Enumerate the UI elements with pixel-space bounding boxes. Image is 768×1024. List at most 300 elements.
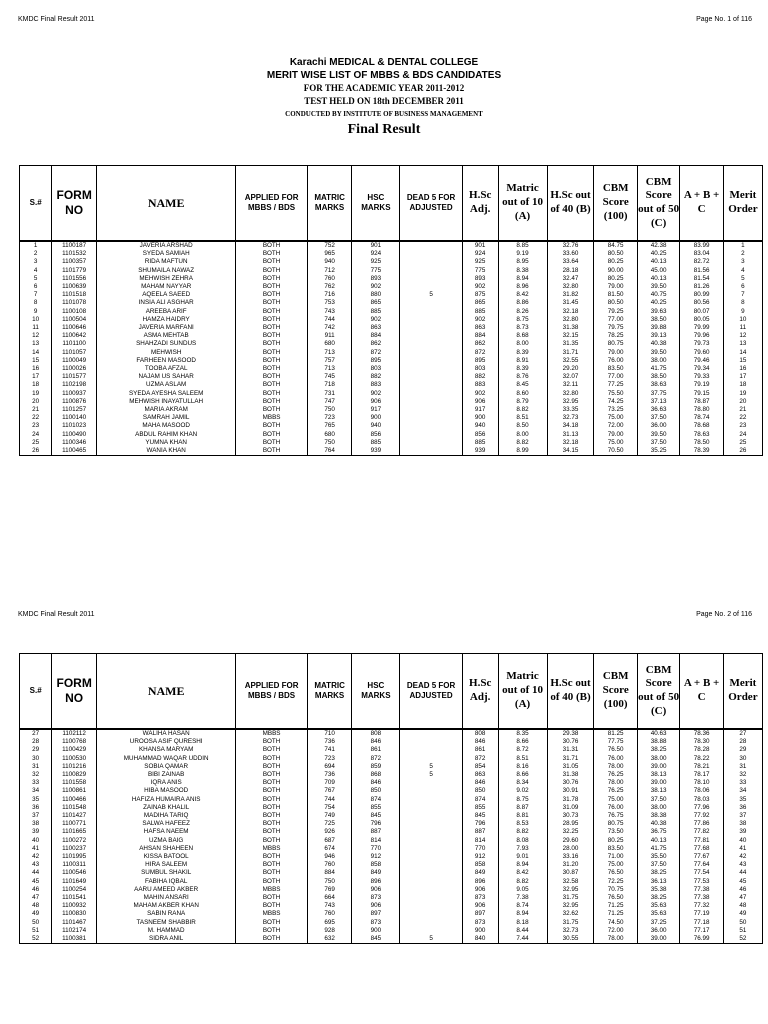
cell-merit: 18 — [723, 381, 762, 389]
table-body — [20, 241, 763, 456]
cell-matric-marks: 718 — [307, 381, 352, 389]
cell-abc: 78.30 — [680, 738, 724, 746]
cell-hsc-marks: 900 — [352, 927, 400, 935]
cell-sno: 2 — [20, 250, 52, 258]
cell-sno: 8 — [20, 299, 52, 307]
cell-cbm50: 40.13 — [637, 275, 679, 283]
cell-name: RIDA MAFTUN — [96, 258, 235, 266]
cell-cbm50: 38.38 — [637, 812, 679, 820]
cell-matric10: 8.39 — [498, 349, 547, 357]
cell-dead5 — [400, 406, 462, 414]
cell-abc: 79.73 — [680, 340, 724, 348]
cell-matric-marks: 744 — [307, 796, 352, 804]
cell-form-no: 1101649 — [52, 878, 97, 886]
cell-cbm100: 83.50 — [594, 845, 638, 853]
cell-merit: 25 — [723, 439, 762, 447]
cell-dead5 — [400, 796, 462, 804]
cell-applied-for: BOTH — [236, 763, 307, 771]
cell-applied-for: BOTH — [236, 771, 307, 779]
cell-abc: 80.05 — [680, 316, 724, 324]
cell-merit: 12 — [723, 332, 762, 340]
cell-abc: 78.39 — [680, 447, 724, 456]
cell-merit: 44 — [723, 869, 762, 877]
cell-form-no: 1101257 — [52, 406, 97, 414]
col-dead5: DEAD 5 FOR ADJUSTED — [400, 654, 462, 730]
col-cbm50: CBM Score out of 50 (C) — [637, 654, 679, 730]
cell-merit: 39 — [723, 828, 762, 836]
cell-applied-for: BOTH — [236, 324, 307, 332]
cell-hsc40: 32.15 — [547, 332, 594, 340]
cell-hsc-marks: 917 — [352, 406, 400, 414]
cell-hsc-marks: 873 — [352, 894, 400, 902]
cell-matric10: 8.96 — [498, 283, 547, 291]
cell-form-no: 1100429 — [52, 746, 97, 754]
cell-form-no: 1101558 — [52, 779, 97, 787]
cell-hsc40: 33.35 — [547, 406, 594, 414]
cell-hsc40: 30.73 — [547, 812, 594, 820]
col-matric10: Matric out of 10 (A) — [498, 654, 547, 730]
cell-cbm50: 40.63 — [637, 729, 679, 738]
cell-sno: 45 — [20, 878, 52, 886]
cell-cbm50: 40.13 — [637, 258, 679, 266]
cell-dead5 — [400, 414, 462, 422]
col-hsc-marks: HSC MARKS — [352, 166, 400, 242]
cell-hsc-adj: 884 — [462, 332, 498, 340]
cell-cbm100: 71.25 — [594, 902, 638, 910]
cell-name: JAVERIA ARSHAD — [96, 241, 235, 250]
cell-name: JAVERIA MARFANI — [96, 324, 235, 332]
cell-cbm50: 37.50 — [637, 414, 679, 422]
table-row — [20, 828, 763, 836]
cell-applied-for: MBBS — [236, 886, 307, 894]
cell-hsc40: 31.82 — [547, 291, 594, 299]
cell-cbm100: 80.25 — [594, 275, 638, 283]
cell-matric-marks: 760 — [307, 910, 352, 918]
cell-sno: 18 — [20, 381, 52, 389]
table-row — [20, 267, 763, 275]
cell-matric10: 8.50 — [498, 422, 547, 430]
cell-cbm50: 38.63 — [637, 381, 679, 389]
col-matric-marks: MATRIC MARKS — [307, 654, 352, 730]
table-row — [20, 927, 763, 935]
cell-merit: 32 — [723, 771, 762, 779]
cell-sno: 28 — [20, 738, 52, 746]
cell-matric-marks: 743 — [307, 902, 352, 910]
cell-hsc40: 32.73 — [547, 927, 594, 935]
title-block — [0, 56, 768, 140]
cell-cbm50: 35.25 — [637, 447, 679, 456]
table-header-row — [20, 166, 763, 242]
cell-dead5 — [400, 381, 462, 389]
cell-applied-for: BOTH — [236, 390, 307, 398]
cell-matric10: 8.76 — [498, 373, 547, 381]
cell-hsc40: 32.07 — [547, 373, 594, 381]
cell-dead5 — [400, 869, 462, 877]
doc-label: KMDC Final Result 2011 — [18, 16, 95, 23]
col-name: NAME — [96, 166, 235, 242]
cell-cbm50: 39.63 — [637, 308, 679, 316]
cell-cbm50: 39.00 — [637, 779, 679, 787]
cell-merit: 30 — [723, 755, 762, 763]
cell-sno: 38 — [20, 820, 52, 828]
cell-dead5 — [400, 861, 462, 869]
cell-hsc-adj: 873 — [462, 919, 498, 927]
cell-hsc40: 32.95 — [547, 902, 594, 910]
cell-dead5 — [400, 812, 462, 820]
cell-hsc-marks: 901 — [352, 241, 400, 250]
cell-cbm100: 70.50 — [594, 447, 638, 456]
cell-name: AHSAN SHAHEEN — [96, 845, 235, 853]
cell-hsc-adj: 775 — [462, 267, 498, 275]
cell-cbm50: 37.50 — [637, 861, 679, 869]
cell-hsc40: 29.20 — [547, 365, 594, 373]
cell-cbm100: 81.25 — [594, 729, 638, 738]
table-row — [20, 414, 763, 422]
cell-cbm50: 38.13 — [637, 771, 679, 779]
cell-hsc40: 31.31 — [547, 746, 594, 754]
cell-applied-for: BOTH — [236, 902, 307, 910]
cell-merit: 23 — [723, 422, 762, 430]
cell-hsc40: 32.18 — [547, 308, 594, 316]
cell-hsc40: 32.80 — [547, 390, 594, 398]
cell-cbm100: 76.50 — [594, 869, 638, 877]
cell-hsc40: 31.05 — [547, 763, 594, 771]
cell-cbm100: 80.25 — [594, 837, 638, 845]
cell-abc: 77.38 — [680, 886, 724, 894]
cell-hsc40: 29.60 — [547, 837, 594, 845]
cell-applied-for: BOTH — [236, 779, 307, 787]
cell-matric-marks: 749 — [307, 812, 352, 820]
cell-merit: 1 — [723, 241, 762, 250]
cell-sno: 13 — [20, 340, 52, 348]
cell-cbm100: 75.50 — [594, 390, 638, 398]
cell-matric-marks: 743 — [307, 308, 352, 316]
cell-matric10: 8.51 — [498, 414, 547, 422]
cell-hsc40: 32.58 — [547, 878, 594, 886]
cell-form-no: 1101577 — [52, 373, 97, 381]
cell-merit: 9 — [723, 308, 762, 316]
cell-hsc-marks: 861 — [352, 746, 400, 754]
cell-applied-for: BOTH — [236, 357, 307, 365]
cell-merit: 13 — [723, 340, 762, 348]
cell-hsc-adj: 897 — [462, 910, 498, 918]
cell-form-no: 1100639 — [52, 283, 97, 291]
cell-form-no: 1101216 — [52, 763, 97, 771]
cell-abc: 78.03 — [680, 796, 724, 804]
cell-hsc40: 30.55 — [547, 935, 594, 944]
cell-hsc40: 30.76 — [547, 738, 594, 746]
cell-cbm100: 80.50 — [594, 250, 638, 258]
cell-name: SUMBUL SHAKIL — [96, 869, 235, 877]
cell-merit: 14 — [723, 349, 762, 357]
cell-abc: 79.15 — [680, 390, 724, 398]
cell-dead5 — [400, 258, 462, 266]
cell-dead5: 5 — [400, 935, 462, 944]
cell-cbm100: 71.00 — [594, 853, 638, 861]
cell-hsc-adj: 925 — [462, 258, 498, 266]
cell-abc: 78.80 — [680, 406, 724, 414]
cell-matric10: 8.99 — [498, 447, 547, 456]
cell-name: SOBIA QAMAR — [96, 763, 235, 771]
cell-abc: 81.26 — [680, 283, 724, 291]
cell-cbm50: 38.00 — [637, 357, 679, 365]
cell-matric-marks: 664 — [307, 894, 352, 902]
cell-matric10: 9.02 — [498, 787, 547, 795]
cell-matric-marks: 680 — [307, 340, 352, 348]
cell-merit: 2 — [723, 250, 762, 258]
cell-sno: 27 — [20, 729, 52, 738]
cell-merit: 47 — [723, 894, 762, 902]
cell-merit: 7 — [723, 291, 762, 299]
cell-hsc40: 32.11 — [547, 381, 594, 389]
col-hsc-adj: H.Sc Adj. — [462, 654, 498, 730]
cell-hsc-adj: 858 — [462, 861, 498, 869]
cell-hsc-marks: 912 — [352, 853, 400, 861]
cell-sno: 26 — [20, 447, 52, 456]
cell-hsc-marks: 896 — [352, 878, 400, 886]
cell-matric-marks: 742 — [307, 324, 352, 332]
table-row — [20, 804, 763, 812]
cell-hsc-marks: 925 — [352, 258, 400, 266]
cell-cbm50: 41.75 — [637, 845, 679, 853]
cell-applied-for: BOTH — [236, 431, 307, 439]
cell-hsc-marks: 906 — [352, 902, 400, 910]
cell-hsc40: 31.75 — [547, 919, 594, 927]
cell-hsc-adj: 906 — [462, 886, 498, 894]
cell-sno: 16 — [20, 365, 52, 373]
cell-merit: 35 — [723, 796, 762, 804]
cell-name: UROOSA ASIF QURESHI — [96, 738, 235, 746]
cell-abc: 77.92 — [680, 812, 724, 820]
cell-hsc40: 30.76 — [547, 779, 594, 787]
cell-hsc-adj: 808 — [462, 729, 498, 738]
cell-name: HIRA SALEEM — [96, 861, 235, 869]
col-abc: A + B + C — [680, 654, 724, 730]
col-hsc40: H.Sc out of 40 (B) — [547, 654, 594, 730]
cell-sno: 29 — [20, 746, 52, 754]
cell-dead5 — [400, 804, 462, 812]
cell-sno: 3 — [20, 258, 52, 266]
cell-sno: 47 — [20, 894, 52, 902]
cell-sno: 51 — [20, 927, 52, 935]
cell-sno: 46 — [20, 886, 52, 894]
cell-hsc40: 31.45 — [547, 299, 594, 307]
cell-dead5 — [400, 853, 462, 861]
cell-applied-for: BOTH — [236, 308, 307, 316]
cell-name: SAMRAH JAMIL — [96, 414, 235, 422]
table-row — [20, 381, 763, 389]
cell-abc: 82.72 — [680, 258, 724, 266]
cell-sno: 41 — [20, 845, 52, 853]
cell-dead5 — [400, 373, 462, 381]
cell-matric10: 8.66 — [498, 771, 547, 779]
col-hsc-adj: H.Sc Adj. — [462, 166, 498, 242]
cell-matric-marks: 710 — [307, 729, 352, 738]
cell-cbm50: 36.00 — [637, 927, 679, 935]
cell-applied-for: BOTH — [236, 373, 307, 381]
cell-name: WALIHA HASAN — [96, 729, 235, 738]
cell-cbm100: 73.50 — [594, 828, 638, 836]
cell-sno: 6 — [20, 283, 52, 291]
cell-hsc40: 29.38 — [547, 729, 594, 738]
cell-dead5: 5 — [400, 771, 462, 779]
cell-cbm100: 77.25 — [594, 381, 638, 389]
table-row — [20, 324, 763, 332]
cell-cbm50: 38.25 — [637, 746, 679, 754]
cell-abc: 77.81 — [680, 837, 724, 845]
cell-matric10: 8.35 — [498, 729, 547, 738]
cell-name: M. HAMMAD — [96, 927, 235, 935]
cell-hsc40: 34.15 — [547, 447, 594, 456]
cell-merit: 38 — [723, 820, 762, 828]
table-row — [20, 886, 763, 894]
cell-sno: 7 — [20, 291, 52, 299]
cell-matric10: 8.91 — [498, 357, 547, 365]
cell-matric10: 8.18 — [498, 919, 547, 927]
cell-sno: 5 — [20, 275, 52, 283]
cell-matric-marks: 713 — [307, 365, 352, 373]
cell-hsc-adj: 803 — [462, 365, 498, 373]
cell-abc: 79.46 — [680, 357, 724, 365]
cell-abc: 77.32 — [680, 902, 724, 910]
cell-matric10: 8.38 — [498, 267, 547, 275]
cell-abc: 78.22 — [680, 755, 724, 763]
col-sno: S.# — [20, 654, 52, 730]
cell-abc: 78.74 — [680, 414, 724, 422]
cell-abc: 78.87 — [680, 398, 724, 406]
cell-form-no: 1102112 — [52, 729, 97, 738]
cell-sno: 52 — [20, 935, 52, 944]
cell-hsc-adj: 906 — [462, 902, 498, 910]
cell-dead5 — [400, 357, 462, 365]
cell-abc: 81.56 — [680, 267, 724, 275]
cell-name: HAFSA NAEEM — [96, 828, 235, 836]
cell-hsc-adj: 873 — [462, 894, 498, 902]
cell-cbm100: 77.75 — [594, 738, 638, 746]
table-row — [20, 845, 763, 853]
cell-form-no: 1100187 — [52, 241, 97, 250]
cell-dead5 — [400, 886, 462, 894]
cell-dead5 — [400, 439, 462, 447]
cell-applied-for: BOTH — [236, 422, 307, 430]
cell-hsc40: 32.18 — [547, 439, 594, 447]
cell-hsc-adj: 939 — [462, 447, 498, 456]
cell-dead5 — [400, 919, 462, 927]
cell-merit: 34 — [723, 787, 762, 795]
cell-hsc-marks: 796 — [352, 820, 400, 828]
cell-cbm100: 90.00 — [594, 267, 638, 275]
cell-hsc40: 33.16 — [547, 853, 594, 861]
table-row — [20, 390, 763, 398]
cell-hsc40: 33.60 — [547, 250, 594, 258]
cell-hsc-adj: 895 — [462, 357, 498, 365]
cell-name: FABIHA IQBAL — [96, 878, 235, 886]
cell-hsc-marks: 900 — [352, 414, 400, 422]
cell-cbm100: 76.75 — [594, 812, 638, 820]
cell-hsc40: 32.95 — [547, 886, 594, 894]
cell-sno: 20 — [20, 398, 52, 406]
cell-cbm100: 77.00 — [594, 316, 638, 324]
cell-merit: 20 — [723, 398, 762, 406]
cell-form-no: 1101467 — [52, 919, 97, 927]
cell-hsc-adj: 850 — [462, 787, 498, 795]
cell-dead5 — [400, 787, 462, 795]
col-merit: Merit Order — [723, 166, 762, 242]
cell-cbm50: 35.38 — [637, 886, 679, 894]
merit-table — [19, 165, 763, 456]
cell-matric10: 9.05 — [498, 886, 547, 894]
cell-name: MAHA MASOOD — [96, 422, 235, 430]
cell-applied-for: BOTH — [236, 381, 307, 389]
col-abc: A + B + C — [680, 166, 724, 242]
cell-applied-for: BOTH — [236, 837, 307, 845]
cell-form-no: 1100646 — [52, 324, 97, 332]
cell-matric10: 8.74 — [498, 902, 547, 910]
cell-cbm100: 79.25 — [594, 308, 638, 316]
cell-hsc40: 31.75 — [547, 894, 594, 902]
cell-name: MADIHA TARIQ — [96, 812, 235, 820]
cell-abc: 77.67 — [680, 853, 724, 861]
cell-sno: 25 — [20, 439, 52, 447]
table-row — [20, 250, 763, 258]
cell-hsc40: 32.62 — [547, 910, 594, 918]
cell-sno: 40 — [20, 837, 52, 845]
cell-merit: 28 — [723, 738, 762, 746]
cell-applied-for: BOTH — [236, 406, 307, 414]
cell-form-no: 1100465 — [52, 447, 97, 456]
cell-sno: 35 — [20, 796, 52, 804]
cell-cbm50: 38.25 — [637, 869, 679, 877]
cell-applied-for: BOTH — [236, 299, 307, 307]
cell-dead5 — [400, 398, 462, 406]
cell-hsc-marks: 902 — [352, 316, 400, 324]
cell-hsc-marks: 858 — [352, 861, 400, 869]
cell-applied-for: BOTH — [236, 250, 307, 258]
cell-name: HAFIZA HUMAIRA ANIS — [96, 796, 235, 804]
cell-cbm100: 78.00 — [594, 935, 638, 944]
cell-matric-marks: 926 — [307, 828, 352, 836]
cell-hsc-adj: 887 — [462, 828, 498, 836]
cell-hsc-marks: 872 — [352, 349, 400, 357]
cell-hsc-marks: 868 — [352, 771, 400, 779]
page-number: Page No. 2 of 116 — [696, 611, 752, 618]
cell-merit: 51 — [723, 927, 762, 935]
cell-matric-marks: 764 — [307, 447, 352, 456]
table-row — [20, 291, 763, 299]
cell-hsc-marks: 846 — [352, 738, 400, 746]
cell-hsc-adj: 940 — [462, 422, 498, 430]
cell-abc: 78.21 — [680, 763, 724, 771]
cell-hsc-marks: 859 — [352, 763, 400, 771]
cell-matric-marks: 750 — [307, 406, 352, 414]
college-title: Karachi MEDICAL & DENTAL COLLEGE — [289, 57, 479, 68]
cell-hsc-adj: 854 — [462, 763, 498, 771]
cell-matric-marks: 687 — [307, 837, 352, 845]
cell-applied-for: BOTH — [236, 332, 307, 340]
cell-dead5 — [400, 820, 462, 828]
cell-merit: 43 — [723, 861, 762, 869]
cell-form-no: 1100771 — [52, 820, 97, 828]
cell-name: YUMNA KHAN — [96, 439, 235, 447]
cell-name: INSIA ALI ASGHAR — [96, 299, 235, 307]
table-row — [20, 406, 763, 414]
cell-applied-for: BOTH — [236, 340, 307, 348]
cell-cbm50: 38.50 — [637, 316, 679, 324]
cell-cbm100: 76.25 — [594, 771, 638, 779]
cell-matric10: 7.93 — [498, 845, 547, 853]
cell-sno: 4 — [20, 267, 52, 275]
table-row — [20, 779, 763, 787]
